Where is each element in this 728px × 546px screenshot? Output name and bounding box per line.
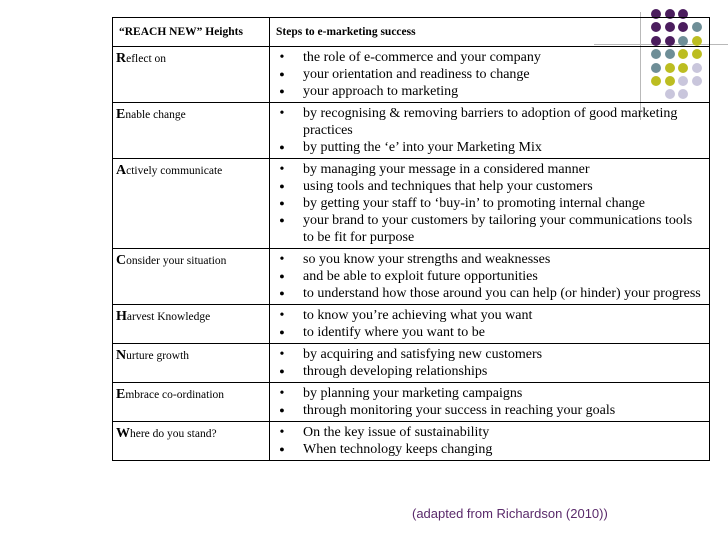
row-heading-label: urture growth [126,350,190,362]
bullet-icon: • [279,425,285,440]
row-heading-label: arvest Knowledge [126,311,211,323]
bullet-icon: ● [279,288,285,298]
bullet-icon: ● [279,405,285,415]
row-heading [113,159,270,249]
step-item [273,66,705,83]
step-item [273,139,705,156]
step-text: by putting the ‘e’ into your Marketing Mix [303,140,542,155]
step-text: and be able to exploit future opportunities [303,269,538,284]
step-item [273,178,705,195]
row-heading-label: mbrace co-ordination [125,389,225,401]
row-steps [270,159,710,249]
header-steps: Steps to e-marketing success [270,18,710,47]
step-item [273,441,705,458]
bullet-icon: ● [279,198,285,208]
row-steps [270,249,710,305]
step-text: so you know your strengths and weaknesses [303,252,551,267]
row-steps [270,383,710,422]
table-row [113,344,710,383]
step-item [273,385,705,402]
step-item [273,49,705,66]
bullet-icon: • [279,252,285,267]
step-text: by recognising & removing barriers to adoption of good marketing practices [303,106,678,138]
row-heading-label: here do you stand? [130,428,217,440]
step-text: On the key issue of sustainability [303,425,490,440]
bullet-icon: • [279,162,285,177]
row-steps [270,344,710,383]
row-steps [270,305,710,344]
table-row [113,422,710,461]
table-row [113,305,710,344]
step-text: to know you’re achieving what you want [303,308,533,323]
step-item [273,161,705,178]
row-heading-initial: A [116,163,127,178]
step-text: through developing relationships [303,364,488,379]
bullet-icon: ● [279,215,285,225]
step-item [273,363,705,380]
step-item [273,346,705,363]
bullet-icon: ● [279,444,285,454]
row-heading [113,103,270,159]
table-row [113,383,710,422]
bullet-icon: ● [279,327,285,337]
row-heading-initial: N [116,348,127,363]
row-heading-initial: E [116,387,126,402]
step-item [273,424,705,441]
row-steps [270,47,710,103]
step-text: When technology keeps changing [303,442,493,457]
step-text: to identify where you want to be [303,325,485,340]
row-heading-initial: W [116,426,130,441]
step-text: your brand to your customers by tailoring your communications tools to be fit for purpose [303,213,693,245]
bullet-icon: • [279,386,285,401]
step-text: your approach to marketing [303,84,459,99]
step-item [273,251,705,268]
step-text: your orientation and readiness to change [303,67,530,82]
table-header-row [113,18,710,47]
row-steps [270,103,710,159]
row-heading-label: nable change [125,109,186,121]
step-item [273,285,705,302]
row-steps [270,422,710,461]
table-row [113,159,710,249]
step-item [273,212,705,246]
row-heading [113,249,270,305]
source-citation: (adapted from Richardson (2010)) [412,506,608,521]
table-row [113,103,710,159]
bullet-icon: ● [279,181,285,191]
table-row [113,249,710,305]
reach-new-table [112,17,710,461]
bullet-icon: ● [279,366,285,376]
row-heading-label: eflect on [126,53,167,65]
row-heading-initial: H [116,309,127,324]
step-item [273,402,705,419]
row-heading-label: onsider your situation [126,255,227,267]
step-text: by planning your marketing campaigns [303,386,523,401]
step-text: using tools and techniques that help your customers [303,179,593,194]
step-text: by acquiring and satisfying new customers [303,347,543,362]
bullet-icon: ● [279,86,285,96]
row-heading-initial: C [116,253,127,268]
bullet-icon: • [279,50,285,65]
bullet-icon: • [279,106,285,121]
bullet-icon: ● [279,69,285,79]
row-heading [113,47,270,103]
step-text: by managing your message in a considered manner [303,162,590,177]
bullet-icon: • [279,308,285,323]
bullet-icon: • [279,347,285,362]
step-item [273,307,705,324]
header-heights: “REACH NEW” Heights [113,18,270,47]
bullet-icon: ● [279,142,285,152]
row-heading-label: ctively communicate [126,165,223,177]
step-text: by getting your staff to ‘buy-in’ to promoting internal change [303,196,646,211]
row-heading [113,422,270,461]
step-text: to understand how those around you can help (or hinder) your progress [303,286,701,301]
row-heading-initial: R [116,51,127,66]
step-item [273,105,705,139]
table-row [113,47,710,103]
row-heading [113,383,270,422]
step-text: through monitoring your success in reaching your goals [303,403,616,418]
step-item [273,268,705,285]
row-heading [113,344,270,383]
row-heading [113,305,270,344]
table-body [113,47,710,461]
bullet-icon: ● [279,271,285,281]
step-text: the role of e-commerce and your company [303,50,541,65]
row-heading-initial: E [116,107,126,122]
step-item [273,324,705,341]
step-item [273,83,705,100]
step-item [273,195,705,212]
